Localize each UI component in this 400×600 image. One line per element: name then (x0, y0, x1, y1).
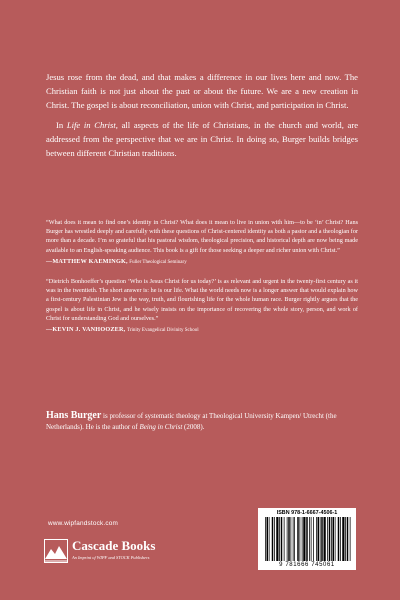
barcode-bar (306, 517, 308, 561)
barcode-bar (279, 517, 280, 561)
barcode-bar (333, 517, 335, 561)
barcode-bar (316, 517, 317, 561)
barcode-bar (287, 517, 288, 561)
isbn-barcode (258, 508, 356, 570)
barcode-bar (321, 517, 323, 561)
barcode-digits: 9 781666 745061 (279, 562, 335, 568)
barcode-bar (288, 517, 290, 561)
barcode-bar (318, 517, 320, 561)
barcode-bar (331, 517, 332, 561)
endorser-name-2: —KEVIN J. VANHOOZER, (46, 326, 126, 334)
barcode-bar (345, 517, 346, 561)
blurb-p2-post: , all aspects of the life of Christians, in the church and world, are addressed from the perspective that we are in Christ. In doing so, Burger builds bridges between different Christian traditions. (46, 120, 359, 158)
barcode-bars (265, 517, 351, 561)
mountain-logo-icon (44, 539, 68, 563)
author-bio (46, 410, 358, 433)
bio-text-post: (2008). (182, 423, 205, 431)
barcode-bar (309, 517, 310, 561)
barcode-bar (335, 517, 336, 561)
endorsement-attribution-1 (46, 257, 358, 267)
barcode-bar (297, 517, 299, 561)
barcode-bar (329, 517, 331, 561)
publisher-subtitle: An Imprint of WIPF and STOCK Publishers (72, 555, 150, 560)
barcode-bar (265, 517, 266, 561)
barcode-bar (291, 517, 292, 561)
author-name: Hans Burger (46, 410, 102, 421)
barcode-bar (340, 517, 341, 561)
bio-text-pre: is professor of systematic theology at Theological University Kampen/ Utrecht (the Netherlands). He is the author of (46, 412, 337, 431)
blurb-p2-pre: In (56, 120, 67, 130)
barcode-bar (338, 517, 340, 561)
endorsements (46, 218, 358, 345)
barcode-bar (300, 517, 301, 561)
publisher-name: Cascade Books (72, 538, 156, 553)
barcode-bar (311, 517, 312, 561)
endorser-affiliation-1: Fuller Theological Seminary (129, 259, 187, 265)
barcode-bar (294, 517, 295, 561)
barcode-bar (327, 517, 328, 561)
barcode-bar (342, 517, 344, 561)
barcode-bar (303, 517, 305, 561)
barcode-bar (313, 517, 314, 561)
barcode-bar (269, 517, 270, 561)
barcode-bar (272, 517, 274, 561)
barcode-bar (284, 517, 285, 561)
endorsement-attribution-2 (46, 325, 358, 335)
blurb-paragraph-2 (46, 118, 358, 160)
barcode-bar (350, 517, 351, 561)
barcode-bar (281, 517, 283, 561)
endorser-affiliation-2: Trinity Evangelical Divinity School (126, 328, 199, 334)
description-blurb (46, 70, 358, 166)
isbn-label: ISBN 978-1-6667-4506-1 (276, 510, 338, 516)
blurb-paragraph-1: Jesus rose from the dead, and that makes a difference in our lives here and now. The Christian faith is not just about the past or about the future. We are a new creation in Christ. The gospel is about reconciliation, union with Christ, and participation in Christ. (46, 72, 358, 110)
publisher-url[interactable]: www.wipfandstock.com (48, 520, 119, 527)
publisher-logo (44, 536, 174, 576)
barcode-bar (320, 517, 321, 561)
bio-book-title: Being in Christ (139, 423, 183, 431)
barcode-bar (274, 517, 275, 561)
barcode-bar (276, 517, 278, 561)
endorsement-quote-2: “Dietrich Bonhoeffer’s question ‘Who is Jesus Christ for us today?’ is as relevant and urgent in the twenty-first century as it was in the twentieth. The short answer is: he is our life. What the world needs now is a longer answer that would explain how a first-century Palestinian Jew is the way, truth, and flourishing life for the whole human race. Burger rightly argues that the gospel is about life in Christ, and he wisely insists on the importance of recovering the whole story, person, and work of Christ for understanding God and ourselves.” (46, 278, 358, 322)
endorsement-quote-1: “What does it mean to find one’s identity in Christ? What does it mean to live in union with him—to be ‘in’ Christ? Hans Burger has wrestled deeply and carefully with these questions of Christ-centered identity as both a pastor and a theologian for more than a decade. I’m so grateful that his pastoral wisdom, theological precision, and historical depth are now being made available to an English-speaking audience. This book is a gift for those seeking a deeper and richer union with Christ.” (46, 219, 358, 254)
barcode-bar (302, 517, 303, 561)
barcode-bar (347, 517, 349, 561)
barcode-bar (324, 517, 326, 561)
endorser-name-1: —MATTHEW KAEMINGK, (46, 257, 128, 265)
barcode-bar (267, 517, 269, 561)
barcode-bar (293, 517, 294, 561)
book-title-italic: Life in Christ (66, 120, 116, 130)
